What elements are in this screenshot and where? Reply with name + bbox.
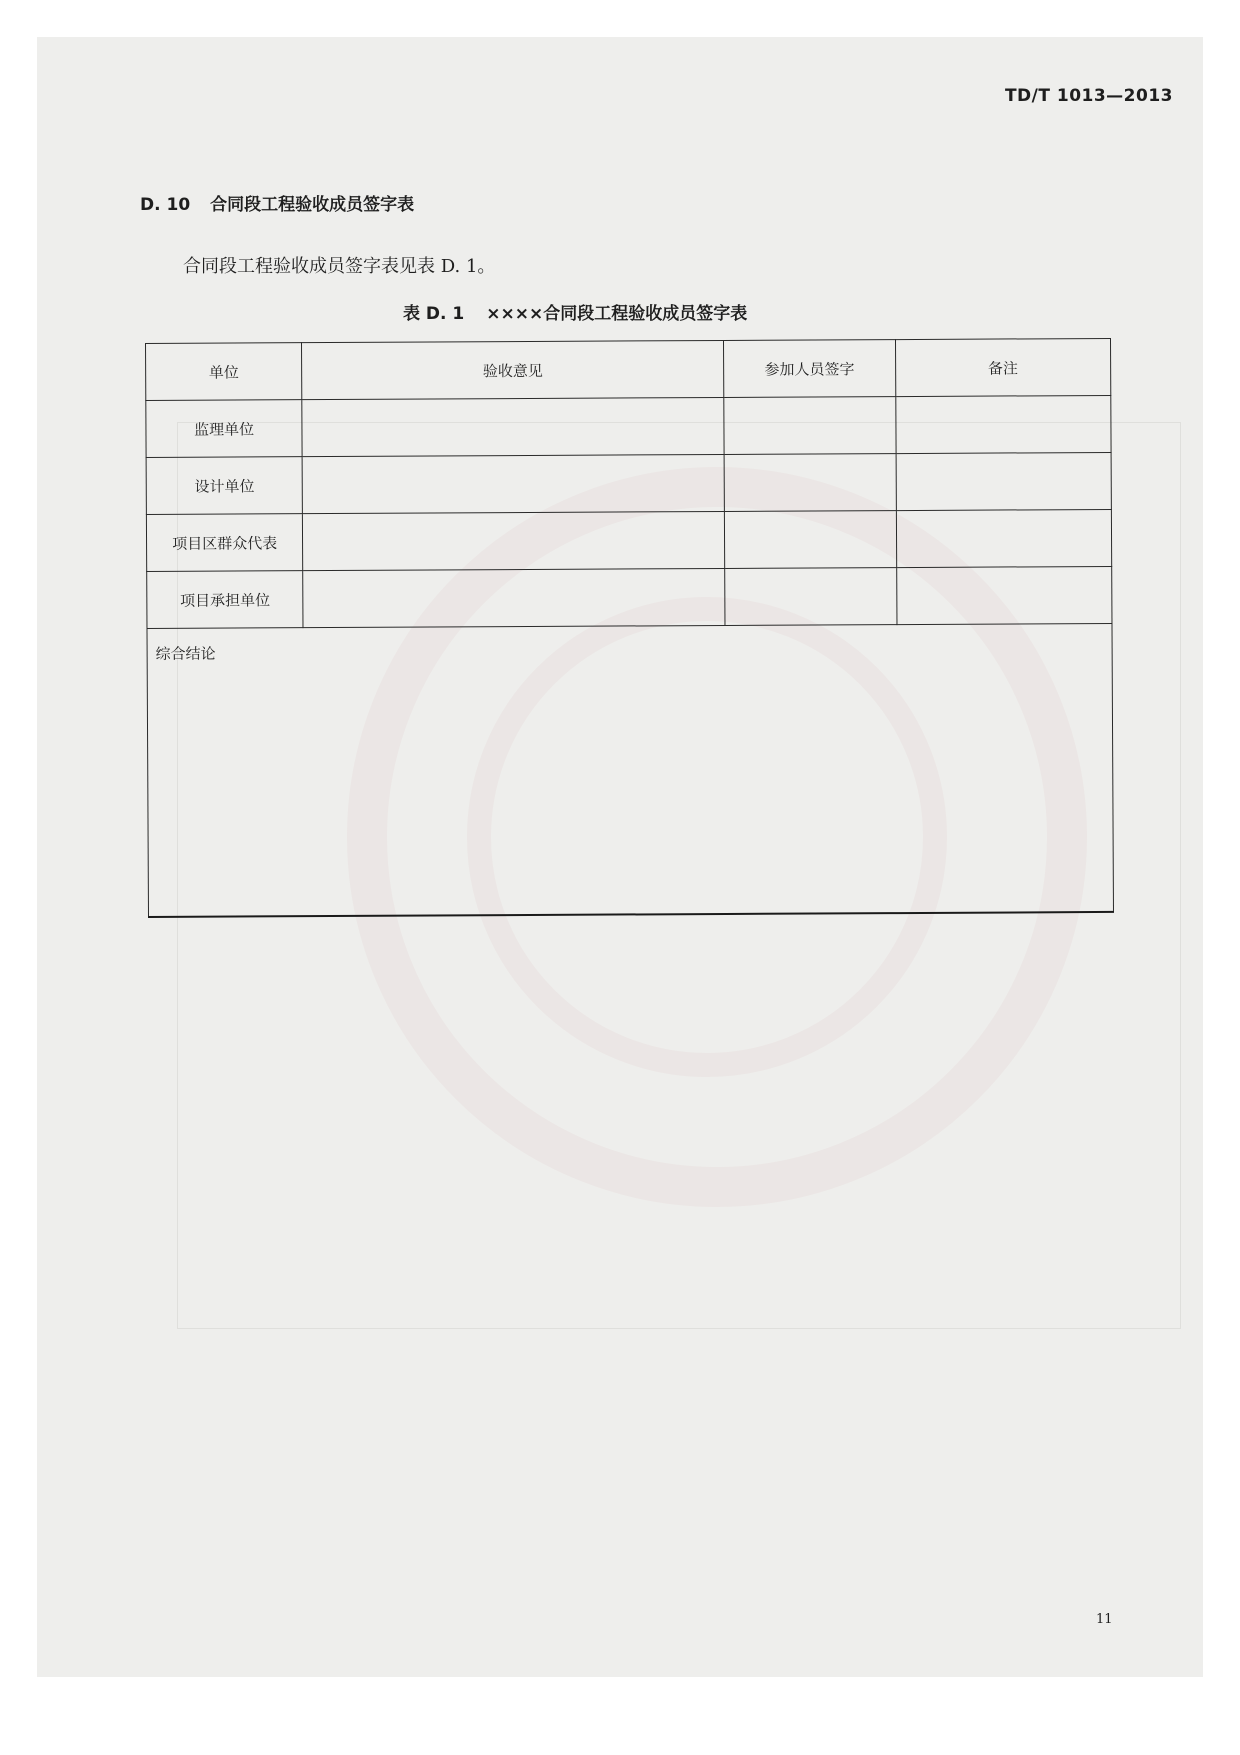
remark-cell[interactable] <box>896 566 1112 624</box>
header-remark: 备注 <box>895 338 1111 396</box>
table-caption-number: 表 D. 1 <box>403 304 465 324</box>
header-opinion: 验收意见 <box>302 340 724 399</box>
conclusion-label: 综合结论 <box>155 644 216 663</box>
signature-cell[interactable] <box>724 454 896 512</box>
body-paragraph: 合同段工程验收成员签字表见表 D. 1。 <box>183 256 496 277</box>
table-caption-title: ××××合同段工程验收成员签字表 <box>486 304 748 324</box>
signature-cell[interactable] <box>725 568 897 626</box>
row-unit-label: 设计单位 <box>146 457 303 515</box>
conclusion-row <box>147 623 1113 917</box>
header-signature: 参加人员签字 <box>723 340 895 398</box>
table-caption <box>403 299 747 324</box>
page-number: 11 <box>1096 1612 1113 1627</box>
row-unit-label: 项目承担单位 <box>147 571 304 629</box>
row-unit-label: 监理单位 <box>146 400 303 458</box>
conclusion-cell[interactable] <box>147 623 1113 917</box>
opinion-cell[interactable] <box>303 511 725 570</box>
signature-cell[interactable] <box>724 397 896 455</box>
table-header-row <box>146 338 1111 400</box>
signature-cell[interactable] <box>724 511 896 569</box>
opinion-cell[interactable] <box>303 454 725 513</box>
table-row <box>147 566 1112 628</box>
header-unit: 单位 <box>146 343 303 401</box>
signature-table <box>145 338 1114 918</box>
section-number: D. 10 <box>140 195 191 215</box>
opinion-cell[interactable] <box>303 568 725 627</box>
section-heading <box>140 190 414 215</box>
remark-cell[interactable] <box>895 395 1111 453</box>
table-row <box>146 509 1111 571</box>
table-row <box>146 452 1111 514</box>
standard-code: TD/T 1013—2013 <box>1004 86 1173 106</box>
section-title: 合同段工程验收成员签字表 <box>210 195 415 215</box>
row-unit-label: 项目区群众代表 <box>146 514 303 572</box>
table-row <box>146 395 1111 457</box>
opinion-cell[interactable] <box>302 397 724 456</box>
remark-cell[interactable] <box>896 509 1112 567</box>
remark-cell[interactable] <box>896 452 1112 510</box>
